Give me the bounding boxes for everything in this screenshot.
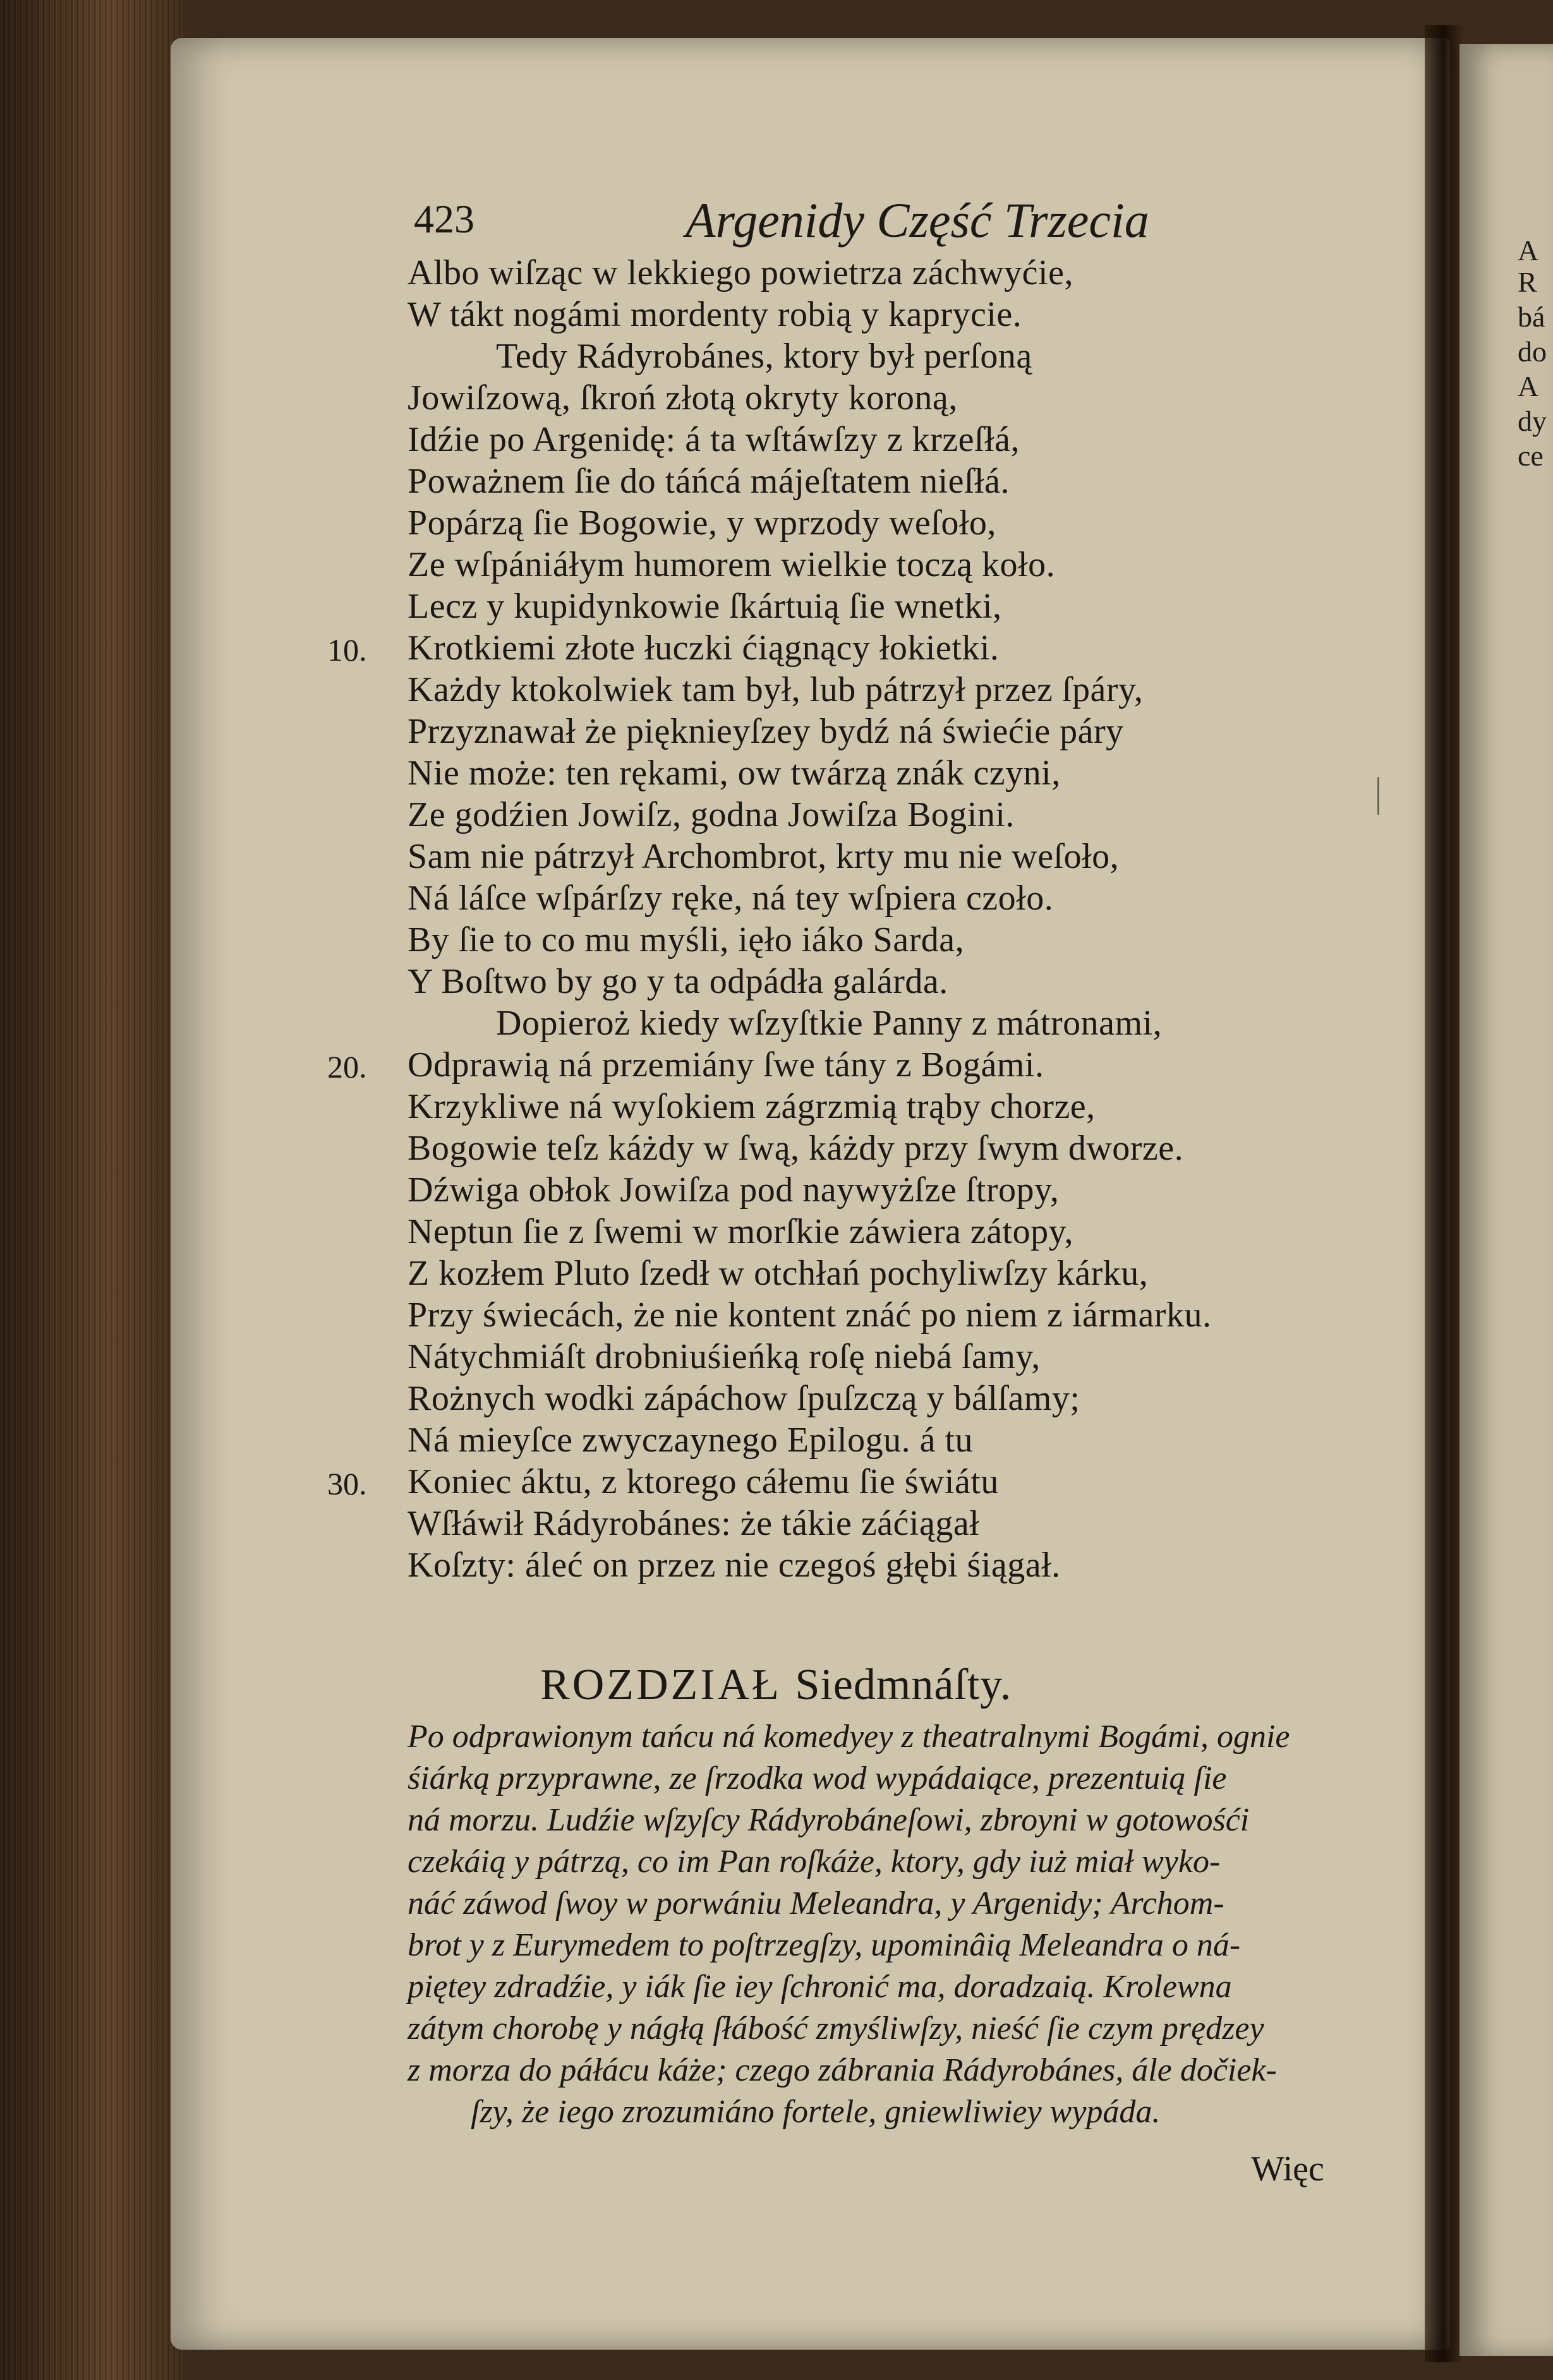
verse-line: Wſłáwił Rádyrobánes: że tákie záćiągał (408, 1504, 980, 1543)
summary-line: ná morzu. Ludźie wſzyſcy Rádyrobáneſowi, zbroyni w gotowośći (408, 1802, 1250, 1838)
fore-edge-shadow (0, 0, 183, 2380)
verse-line: Koſzty: áleć on przez nie czegoś głębi śiągał. (408, 1546, 1061, 1585)
verse-line: Poważnem ſie do táńcá májeſtatem nieſłá. (408, 462, 1010, 501)
summary-line: z morza do páłácu káże; czego zábrania Rádyrobánes, ále dočiek- (408, 2052, 1277, 2088)
facing-page-fragment: dy (1518, 405, 1547, 437)
facing-page (1459, 44, 1553, 2356)
page-header (414, 193, 1197, 253)
page-number: 423 (414, 196, 474, 241)
verse-line: Popárzą ſie Bogowie, y wprzody weſoło, (408, 503, 996, 543)
verse-line: Odprawią ná przemiány ſwe tány z Bogámi. (408, 1045, 1044, 1085)
summary-line: śiárką przyprawne, ze ſrzodka wod wypádaiące, prezentuią ſie (408, 1760, 1227, 1796)
verse-line: Ná mieyſce zwyczaynego Epilogu. á tu (408, 1421, 973, 1460)
verse-line: W tákt nogámi mordenty robią y kaprycie. (408, 295, 1022, 334)
verse-line: By ſie to co mu myśli, ięło iáko Sarda, (408, 920, 965, 959)
summary-line: brot y z Eurymedem to poſtrzegſzy, upominâią Meleandra o ná- (408, 1927, 1241, 1963)
summary-line: náć záwod ſwoy w porwániu Meleandra, y Argenidy; Archom- (408, 1885, 1224, 1921)
running-head: Argenidy Część Trzecia (686, 193, 1149, 248)
book-gutter (1425, 25, 1463, 2362)
verse-line: Dźwiga obłok Jowiſza pod naywyżſze ſtropy, (408, 1170, 1060, 1210)
facing-page-fragment: ce (1518, 440, 1544, 472)
verse-line: Idźie po Argenidę: á ta wſtáwſzy z krzeſłá, (408, 420, 1020, 459)
line-number: 10. (327, 632, 367, 668)
verse-line: Neptun ſie z ſwemi w morſkie záwiera zátopy, (408, 1212, 1073, 1251)
summary-line: zátym chorobę y nágłą ſłábość zmyśliwſzy, nieść ſie czym prędzey (408, 2010, 1264, 2046)
facing-page-fragment: do (1518, 335, 1547, 368)
facing-page-fragment: A (1518, 370, 1539, 402)
facing-page-fragment: R (1518, 266, 1537, 298)
verse-line: Sam nie pátrzył Archombrot, krty mu nie weſoło, (408, 837, 1120, 876)
verse-line: Bogowie teſz káżdy w ſwą, káżdy przy ſwym dworze. (408, 1129, 1184, 1168)
summary-line: ſzy, że iego zrozumiáno fortele, gniewliwiey wypáda. (471, 2094, 1161, 2130)
chapter-title-caps: ROZDZIAŁ (540, 1661, 782, 1709)
line-number: 20. (327, 1049, 367, 1085)
verse-line: Jowiſzową, ſkroń złotą okryty koroną, (408, 378, 958, 418)
pencil-mark (1377, 777, 1379, 815)
verse-line: Rożnych wodki zápáchow ſpuſzczą y bálſamy; (408, 1379, 1080, 1418)
facing-page-fragment: bá (1518, 301, 1545, 333)
verse-line: Tedy Rádyrobánes, ktory był perſoną (496, 337, 1032, 376)
summary-line: Po odprawionym tańcu ná komedyey z theatralnymi Bogámi, ognie (408, 1719, 1290, 1755)
facing-page-fragment: A (1518, 234, 1539, 267)
verse-line: Każdy ktokolwiek tam był, lub pátrzył przez ſpáry, (408, 670, 1144, 709)
verse-line: Nie może: ten rękami, ow twárzą znák czyni, (408, 754, 1061, 793)
verse-line: Y Boſtwo by go y ta odpádła galárda. (408, 962, 948, 1001)
verse-line: Albo wiſząc w lekkiego powietrza záchwyćie, (408, 253, 1073, 292)
verse-line: Przy świecách, że nie kontent znáć po niem z iármarku. (408, 1295, 1212, 1335)
verse-line: Krzykliwe ná wyſokiem zágrzmią trąby chorze, (408, 1087, 1096, 1126)
verse-line: Nátychmiáſt drobniuśieńką roſę niebá ſamy, (408, 1337, 1041, 1376)
verse-line: Ze wſpániáłym humorem wielkie toczą koło. (408, 545, 1056, 584)
verse-line: Ná láſce wſpárſzy ręke, ná tey wſpiera czoło. (408, 879, 1054, 918)
catchword: Więc (1251, 2149, 1324, 2189)
summary-line: piętey zdradźie, y iák ſie iey ſchronić ma, doradzaią. Krolewna (408, 1969, 1232, 2005)
verse-line: Dopieroż kiedy wſzyſtkie Panny z mátronami, (496, 1004, 1163, 1043)
chapter-title-number: Siedmnáſty. (795, 1661, 1012, 1709)
summary-line: czekáią y pátrzą, co im Pan roſkáże, ktory, gdy iuż miał wyko- (408, 1844, 1221, 1880)
verse-line: Przyznawał że pięknieyſzey bydź ná świećie páry (408, 712, 1124, 751)
chapter-heading (540, 1660, 1012, 1710)
verse-line: Z kozłem Pluto ſzedł w otchłań pochyliwſzy kárku, (408, 1254, 1149, 1293)
verse-line: Krotkiemi złote łuczki ćiągnący łokietki. (408, 628, 1000, 668)
verse-line: Koniec áktu, z ktorego cáłemu ſie świátu (408, 1462, 999, 1501)
line-number: 30. (327, 1466, 367, 1501)
verse-line: Lecz y kupidynkowie ſkártuią ſie wnetki, (408, 587, 1002, 626)
verse-line: Ze godźien Jowiſz, godna Jowiſza Bogini. (408, 795, 1015, 834)
